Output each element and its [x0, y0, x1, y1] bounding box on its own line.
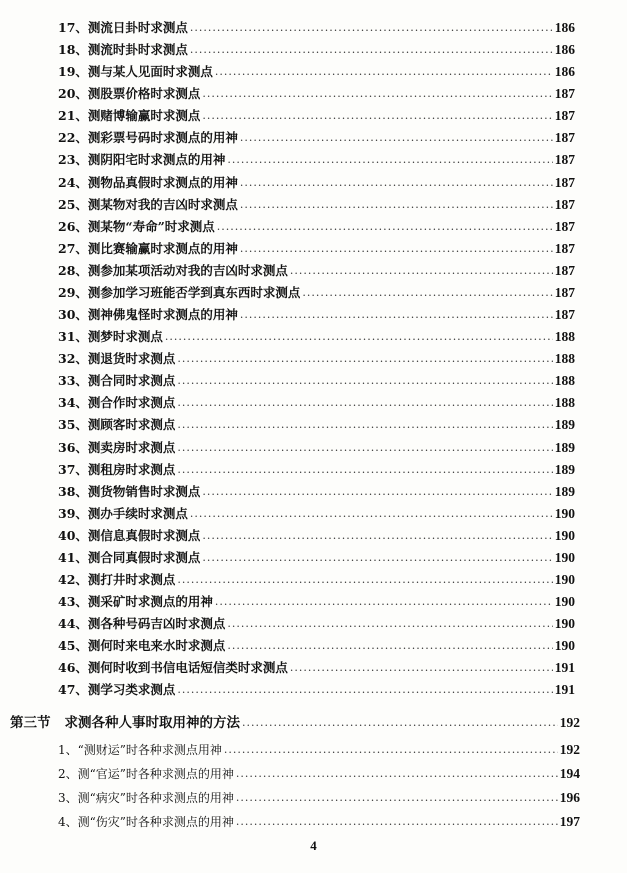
section-heading: [10, 713, 580, 733]
toc-entry: [58, 526, 575, 546]
toc-entry-page: 186: [554, 64, 575, 80]
toc-entry: [58, 415, 575, 435]
toc-entry-page: 190: [554, 505, 575, 521]
toc-entry-page: 189: [554, 483, 575, 499]
leader-dots: [215, 62, 553, 82]
toc-entry: [58, 460, 575, 480]
leader-dots: [240, 173, 553, 193]
leader-dots: [240, 305, 553, 325]
leader-dots: [177, 371, 552, 391]
toc-entry-title: 40、测信息真假时求测点: [58, 527, 201, 543]
toc-entry-page: 187: [554, 196, 575, 212]
toc-entry: [58, 636, 575, 656]
leader-dots: [165, 327, 553, 347]
leader-dots: [217, 217, 553, 237]
leader-dots: [224, 740, 558, 760]
toc-entry-page: 190: [554, 594, 575, 610]
toc-entry-page: 187: [554, 307, 575, 323]
leader-dots: [202, 548, 552, 568]
toc-entry: [58, 482, 575, 502]
toc-entry: [58, 305, 575, 325]
toc-entry: [58, 128, 575, 148]
toc-entry-title: 36、测卖房时求测点: [58, 439, 176, 455]
toc-entry: [58, 680, 575, 700]
leader-dots: [236, 788, 558, 808]
toc-entry: [58, 40, 575, 60]
toc-sub-entry-title: 2、测“官运”时各种求测点的用神: [58, 767, 234, 781]
leader-dots: [177, 393, 552, 413]
toc-entry: [58, 371, 575, 391]
toc-entry: [58, 504, 575, 524]
toc-sub-entry-title: 3、测“病灾”时各种求测点的用神: [58, 791, 234, 805]
section-page: 192: [559, 715, 580, 730]
toc-entry-title: 44、测各种号码吉凶时求测点: [58, 616, 226, 632]
toc-entry-title: 39、测办手续时求测点: [58, 505, 188, 521]
toc-entry-title: 41、测合同真假时求测点: [58, 549, 201, 565]
leader-dots: [190, 504, 553, 524]
toc-entry-title: 28、测参加某项活动对我的吉凶时求测点: [58, 262, 288, 278]
toc-sub-entry-page: 197: [559, 814, 580, 829]
toc-sub-entry: [58, 812, 580, 832]
toc-entry-page: 188: [554, 329, 575, 345]
toc-entry-page: 187: [554, 218, 575, 234]
toc-entry-page: 190: [554, 527, 575, 543]
toc-entry: [58, 173, 575, 193]
toc-sub-entry: [58, 740, 580, 760]
toc-entry-page: 187: [554, 86, 575, 102]
toc-entry-page: 187: [554, 284, 575, 300]
toc-entry-page: 187: [554, 108, 575, 124]
toc-entry-page: 191: [554, 660, 575, 676]
toc-entry: [58, 195, 575, 215]
toc-entry-page: 189: [554, 461, 575, 477]
toc-entry-page: 188: [554, 395, 575, 411]
toc-entry: [58, 658, 575, 678]
toc-sub-entry-page: 192: [559, 742, 580, 757]
toc-entry: [58, 438, 575, 458]
toc-entry-title: 27、测比赛输赢时求测点的用神: [58, 240, 238, 256]
toc-entry-page: 190: [554, 572, 575, 587]
leader-dots: [190, 40, 553, 60]
toc-entry: [58, 349, 575, 369]
toc-entry-page: 186: [554, 42, 575, 58]
leader-dots: [202, 106, 552, 126]
leader-dots: [240, 128, 553, 148]
toc-entry-page: 187: [554, 262, 575, 278]
leader-dots: [202, 482, 552, 502]
toc-entry-title: 29、测参加学习班能否学到真东西时求测点: [58, 284, 301, 300]
toc-entry-title: 43、测采矿时求测点的用神: [58, 594, 213, 610]
leader-dots: [190, 18, 553, 38]
toc-entry-title: 37、测租房时求测点: [58, 461, 176, 477]
toc-entry: [58, 150, 575, 170]
toc-entry-page: 187: [554, 130, 575, 146]
page-number: 4: [310, 838, 317, 853]
leader-dots: [236, 764, 558, 784]
leader-dots: [227, 614, 552, 634]
toc-entry-page: 190: [554, 616, 575, 632]
toc-sub-entry-page: 194: [559, 766, 580, 781]
leader-dots: [290, 658, 553, 678]
toc-entry-title: 21、测赌博输赢时求测点: [58, 108, 201, 124]
toc-entry-title: 46、测何时收到书信电话短信类时求测点: [58, 660, 288, 676]
toc-entry-title: 45、测何时来电来水时求测点: [58, 638, 226, 654]
leader-dots: [177, 680, 552, 700]
toc-entry-page: 190: [554, 549, 575, 565]
leader-dots: [215, 592, 553, 612]
toc-entry-title: 19、测与某人见面时求测点: [58, 64, 213, 80]
toc-entry-title: 18、测流时卦时求测点: [58, 42, 188, 58]
leader-dots: [240, 195, 553, 215]
toc-entry-title: 30、测神佛鬼怪时求测点的用神: [58, 307, 238, 323]
toc-sub-entry-page: 196: [559, 790, 580, 805]
toc-entry-title: 38、测货物销售时求测点: [58, 483, 201, 499]
toc-sub-entry-title: 4、测“伤灾”时各种求测点的用神: [58, 815, 234, 829]
toc-entry-page: 190: [554, 638, 575, 654]
toc-entry: [58, 548, 575, 568]
toc-entry: [58, 18, 575, 38]
leader-dots: [227, 636, 552, 656]
toc-entry-page: 189: [554, 417, 575, 433]
toc-entry-title: 25、测某物对我的吉凶时求测点: [58, 196, 238, 212]
toc-entry-page: 186: [554, 20, 575, 35]
toc-entry-page: 187: [554, 174, 575, 190]
toc-entry-title: 47、测学习类求测点: [58, 682, 176, 698]
toc-entry: [58, 393, 575, 413]
toc-entry-title: 17、测流日卦时求测点: [58, 20, 188, 35]
toc-entry-page: 187: [554, 152, 575, 168]
toc-entry-page: 187: [554, 240, 575, 256]
toc-entry-page: 188: [554, 373, 575, 389]
leader-dots: [290, 261, 553, 281]
toc-entry: [58, 592, 575, 612]
leader-dots: [202, 526, 552, 546]
leader-dots: [240, 239, 553, 259]
toc-entry-title: 26、测某物“寿命”时求测点: [58, 218, 215, 234]
toc-entry-title: 23、测阴阳宅时求测点的用神: [58, 152, 226, 168]
leader-dots: [177, 438, 552, 458]
toc-entry-page: 188: [554, 351, 575, 367]
toc-entry-title: 20、测股票价格时求测点: [58, 86, 201, 102]
toc-entry-page: 189: [554, 439, 575, 455]
toc-entry-title: 35、测顾客时求测点: [58, 417, 176, 433]
leader-dots: [177, 570, 552, 590]
toc-entry-title: 24、测物品真假时求测点的用神: [58, 174, 238, 190]
toc-entry-title: 33、测合同时求测点: [58, 373, 176, 389]
toc-entry: [58, 261, 575, 281]
leader-dots: [177, 415, 552, 435]
toc-entry: [58, 106, 575, 126]
leader-dots: [177, 349, 552, 369]
toc-entry: [58, 283, 575, 303]
toc-entry-title: 31、测梦时求测点: [58, 329, 163, 345]
leader-dots: [236, 812, 558, 832]
toc-entry-title: 32、测退货时求测点: [58, 351, 176, 367]
toc-entry-page: 191: [554, 682, 575, 698]
toc-entry: [58, 62, 575, 82]
toc-entry-title: 22、测彩票号码时求测点的用神: [58, 130, 238, 146]
toc-entry: [58, 84, 575, 104]
toc-entry: [58, 239, 575, 259]
toc-entry: [58, 327, 575, 347]
leader-dots: [177, 460, 552, 480]
toc-sub-entry: [58, 764, 580, 784]
leader-dots: [202, 84, 552, 104]
toc-entry-title: 34、测合作时求测点: [58, 395, 176, 411]
leader-dots: [227, 150, 552, 170]
section-title: 求测各种人事时取用神的方法: [64, 715, 240, 731]
toc-entry: [58, 217, 575, 237]
toc-sub-entry-title: 1、“测财运”时各种求测点用神: [58, 743, 222, 757]
leader-dots: [302, 283, 552, 303]
leader-dots: [242, 713, 558, 733]
toc-entry-title: 42、测打井时求测点: [58, 572, 176, 587]
toc-entry: [58, 614, 575, 634]
toc-entry: [58, 570, 575, 590]
toc-sub-entry: [58, 788, 580, 808]
section-label: 第三节: [10, 715, 51, 731]
